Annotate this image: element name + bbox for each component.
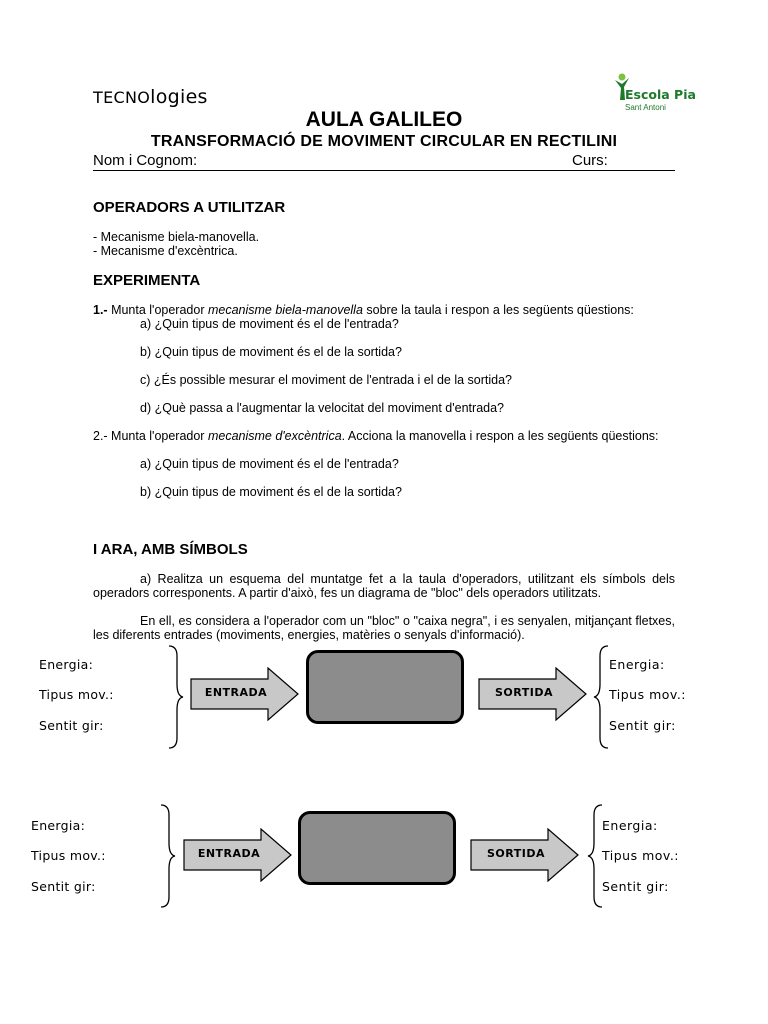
operators-heading: OPERADORS A UTILITZAR — [93, 199, 286, 216]
black-box — [306, 650, 464, 724]
right-brace-icon — [592, 644, 610, 750]
question-item: c) ¿És possible mesurar el moviment de l'entrada i el de la sortida? — [140, 373, 512, 387]
symbols-paragraph-1: a) Realitza un esquema del muntatge fet a la taula d'operadors, utilitzant els símbols dels operadors corresponents. A partir d'això, fes un diagrama de "bloc" dels operadors utilitzats. — [93, 572, 675, 600]
experiment-heading: EXPERIMENTA — [93, 272, 201, 289]
block-diagram — [0, 803, 768, 913]
output-direction-label: Sentit gir: — [609, 718, 676, 733]
block-diagram — [0, 642, 768, 752]
output-energy-label: Energia: — [609, 657, 665, 672]
name-label: Nom i Cognom: — [93, 152, 198, 169]
input-arrow-label: ENTRADA — [197, 847, 261, 860]
page-subtitle: TRANSFORMACIÓ DE MOVIMENT CIRCULAR EN RECTILINI — [150, 133, 618, 150]
output-arrow-label: SORTIDA — [487, 847, 545, 860]
question-item: a) ¿Quin tipus de moviment és el de l'entrada? — [140, 457, 399, 471]
output-motion-label: Tipus mov.: — [602, 848, 680, 863]
input-direction-label: Sentit gir: — [31, 879, 96, 894]
input-motion-label: Tipus mov.: — [31, 848, 106, 863]
left-brace-icon — [167, 644, 185, 750]
input-arrow — [183, 828, 293, 882]
output-direction-label: Sentit gir: — [602, 879, 669, 894]
brand-suffix: logies — [150, 86, 208, 108]
output-arrow — [470, 828, 580, 882]
brand-prefix: TECNO — [93, 88, 151, 107]
logo-subtitle: Sant Antoni — [625, 103, 666, 112]
input-motion-label: Tipus mov.: — [39, 687, 114, 702]
symbols-heading: I ARA, AMB SÍMBOLS — [93, 541, 248, 558]
output-arrow — [478, 667, 588, 721]
question-1-intro — [93, 303, 634, 317]
question-1-operator: mecanisme biela-manovella — [207, 303, 363, 317]
output-energy-label: Energia: — [602, 818, 658, 833]
logo-name: Escola Pia — [625, 87, 696, 102]
question-1-number: 1.- — [93, 303, 108, 317]
question-item: a) ¿Quin tipus de moviment és el de l'entrada? — [140, 317, 399, 331]
input-energy-label: Energia: — [39, 657, 94, 672]
black-box — [298, 811, 456, 885]
input-energy-label: Energia: — [31, 818, 86, 833]
question-1-text: Munta l'operador — [107, 303, 208, 317]
question-2-intro — [93, 429, 675, 443]
page-title: AULA GALILEO — [305, 108, 463, 131]
input-arrow — [190, 667, 300, 721]
question-1-text-end: sobre la taula i respon a les següents qüestions: — [362, 303, 634, 317]
question-2-operator: mecanisme d'excèntrica — [207, 429, 342, 443]
name-course-line — [93, 152, 675, 171]
question-2-text: 2.- Munta l'operador — [93, 429, 208, 443]
brand-title — [93, 86, 208, 108]
course-label: Curs: — [572, 152, 608, 169]
input-arrow-label: ENTRADA — [204, 686, 268, 699]
operator-item: - Mecanisme biela-manovella. — [93, 230, 260, 244]
output-motion-label: Tipus mov.: — [609, 687, 687, 702]
symbols-paragraph-2: En ell, es considera a l'operador com un "bloc" o "caixa negra", i es senyalen, mitjançant fletxes, les diferents entrades (moviments, energies, matèries o senyals d'informació). — [93, 614, 675, 642]
question-item: b) ¿Quin tipus de moviment és el de la sortida? — [140, 345, 402, 359]
question-item: d) ¿Què passa a l'augmentar la velocitat del moviment d'entrada? — [140, 401, 504, 415]
operator-item: - Mecanisme d'excèntrica. — [93, 244, 238, 258]
left-brace-icon — [159, 803, 177, 909]
question-item: b) ¿Quin tipus de moviment és el de la sortida? — [140, 485, 402, 499]
question-2-text-end: . Acciona la manovella i respon a les següents qüestions: — [341, 429, 659, 443]
input-direction-label: Sentit gir: — [39, 718, 104, 733]
output-arrow-label: SORTIDA — [495, 686, 553, 699]
